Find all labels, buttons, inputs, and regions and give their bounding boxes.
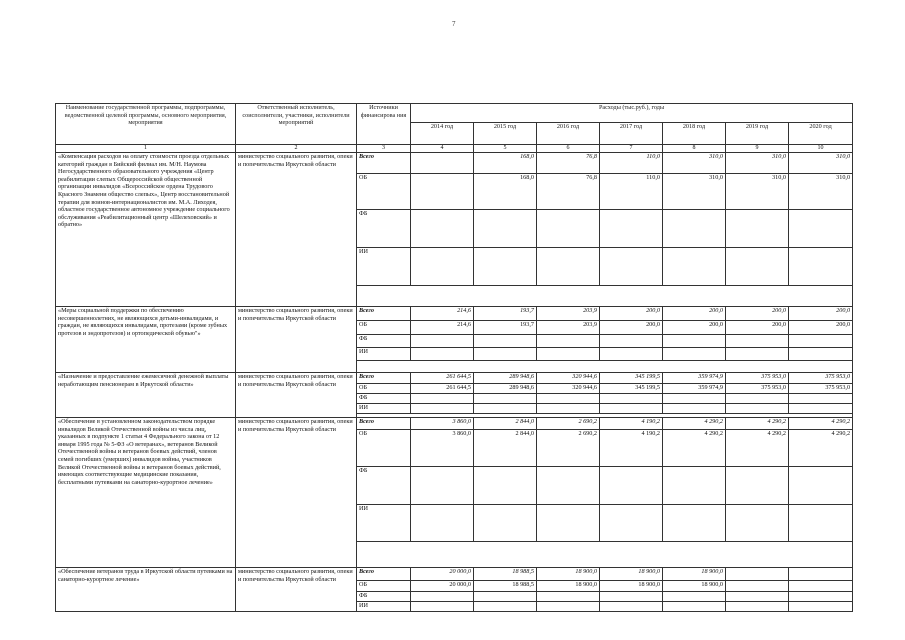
expense-cell: 200,0 [600,321,663,335]
expense-cell: 310,0 [726,153,789,174]
funding-source: Всего [357,568,411,581]
expense-cell: 375 953,0 [789,384,853,394]
expense-cell: 4 290,2 [789,418,853,430]
expense-cell [789,581,853,592]
expense-cell: 214,6 [411,321,474,335]
expense-cell [789,210,853,248]
funding-source: ИИ [357,404,411,414]
funding-source: ОБ [357,430,411,467]
header-year: 2016 год [537,123,600,145]
expense-cell [537,394,600,404]
column-number: 3 [357,145,411,153]
expense-cell: 3 860,0 [411,418,474,430]
expense-cell [726,394,789,404]
table-row [56,373,853,384]
expense-cell [474,248,537,286]
table-row [56,307,853,321]
expense-cell [600,210,663,248]
expense-cell: 203,9 [537,321,600,335]
spacer-cell [357,361,853,373]
funding-source: ОБ [357,321,411,335]
expense-cell: 18 900,0 [600,581,663,592]
expense-cell: 200,0 [726,321,789,335]
funding-source: Всего [357,153,411,174]
funding-source: ИИ [357,505,411,542]
expense-cell [600,592,663,602]
expense-cell: 310,0 [663,153,726,174]
expense-cell [411,505,474,542]
expense-cell [600,467,663,505]
expense-cell [663,505,726,542]
expense-cell: 375 953,0 [726,384,789,394]
header-year: 2020 год [789,123,853,145]
expense-cell [726,505,789,542]
expense-cell [411,592,474,602]
column-number: 8 [663,145,726,153]
funding-source: ОБ [357,384,411,394]
expense-cell [474,335,537,348]
table-row [56,568,853,581]
expense-cell [726,467,789,505]
expense-cell [474,404,537,414]
expense-cell [663,602,726,612]
expense-cell [537,467,600,505]
expense-cell [726,568,789,581]
funding-source: ФБ [357,210,411,248]
expense-cell [789,568,853,581]
expense-cell [726,602,789,612]
expense-cell [411,335,474,348]
expense-cell: 200,0 [663,307,726,321]
expense-cell [663,467,726,505]
expense-cell: 18 988,5 [474,568,537,581]
expense-cell [663,394,726,404]
expense-cell: 200,0 [726,307,789,321]
expense-cell [411,153,474,174]
expense-cell: 4 290,2 [663,430,726,467]
program-activity-name: «Обеспечение ветеранов труда в Иркутской области путевками на санаторно-курортное лечение» [56,568,236,612]
expense-cell [411,602,474,612]
expense-cell [537,602,600,612]
header-year: 2015 год [474,123,537,145]
expense-cell [726,348,789,361]
expense-cell [411,210,474,248]
header-year: 2019 год [726,123,789,145]
program-activity-name: «Меры социальной поддержки по обеспечению несовершеннолетних, не являющихся детьми-инвалидами, и граждан, не являющихся инвалидами, протезами (кроме зубных протезов и эндопротезов) и ортопедической обувью"» [56,307,236,373]
header-program-name: Наименование государственной программы, подпрограммы, ведомственной целевой программы, основного мероприятия, мероприятия [56,104,236,145]
expense-cell [663,210,726,248]
expense-cell [411,348,474,361]
table-row [56,153,853,174]
expense-cell: 310,0 [726,174,789,210]
header-expenditures: Расходы (тыс.руб.), годы [411,104,853,123]
expense-cell: 18 900,0 [537,581,600,592]
expense-cell: 310,0 [789,153,853,174]
expense-cell: 20 000,0 [411,568,474,581]
expense-cell [600,404,663,414]
expense-cell [789,248,853,286]
spacer-cell [357,286,853,307]
funding-source: ОБ [357,581,411,592]
expense-cell: 200,0 [663,321,726,335]
expense-cell: 4 290,2 [726,418,789,430]
expense-cell [537,404,600,414]
column-number: 2 [236,145,357,153]
expense-cell: 310,0 [663,174,726,210]
expense-cell: 261 644,5 [411,373,474,384]
expense-cell: 18 900,0 [663,581,726,592]
expense-cell: 289 948,6 [474,384,537,394]
funding-source: ИИ [357,348,411,361]
expense-cell [600,394,663,404]
executor: министерство социального развития, опеки и попечительства Иркутской области [236,307,357,373]
funding-source: ФБ [357,467,411,505]
column-number: 9 [726,145,789,153]
expense-cell [663,335,726,348]
funding-source: Всего [357,418,411,430]
expense-cell [537,348,600,361]
expense-cell: 18 900,0 [663,568,726,581]
expense-cell: 2 690,2 [537,430,600,467]
expense-cell: 200,0 [789,321,853,335]
expense-cell: 110,0 [600,153,663,174]
column-number: 10 [789,145,853,153]
column-number: 1 [56,145,236,153]
expense-cell: 4 190,2 [600,418,663,430]
expense-cell: 168,0 [474,174,537,210]
column-number: 4 [411,145,474,153]
expense-cell [474,210,537,248]
expense-cell: 320 944,6 [537,373,600,384]
table-row [56,418,853,430]
expense-cell: 18 988,5 [474,581,537,592]
expense-cell [474,592,537,602]
expense-cell: 168,0 [474,153,537,174]
expense-cell: 214,6 [411,307,474,321]
expense-cell [600,602,663,612]
expense-cell [411,174,474,210]
expense-cell: 2 844,0 [474,430,537,467]
expense-cell [474,467,537,505]
expense-cell [537,505,600,542]
funding-source: Всего [357,307,411,321]
executor: министерство социального развития, опеки и попечительства Иркутской области [236,153,357,307]
expense-cell: 375 953,0 [726,373,789,384]
expense-cell: 110,0 [600,174,663,210]
expense-cell [600,348,663,361]
expense-cell [600,335,663,348]
expense-cell: 200,0 [600,307,663,321]
expense-cell [411,248,474,286]
expense-cell [789,404,853,414]
header-year: 2014 год [411,123,474,145]
expense-cell [663,248,726,286]
expense-cell [537,248,600,286]
funding-source: ИИ [357,248,411,286]
expense-cell: 18 900,0 [600,568,663,581]
expense-cell: 193,7 [474,321,537,335]
expenditure-table [55,103,853,612]
expense-cell [600,248,663,286]
funding-source: ФБ [357,335,411,348]
funding-source: ФБ [357,592,411,602]
expense-cell: 345 199,5 [600,373,663,384]
expense-cell [726,210,789,248]
expense-cell: 200,0 [789,307,853,321]
expense-cell: 2 844,0 [474,418,537,430]
program-activity-name: «Назначение и предоставление ежемесячной денежной выплаты неработающим пенсионерам в Иркутской области» [56,373,236,418]
expense-cell: 76,8 [537,174,600,210]
header-year: 2017 год [600,123,663,145]
expense-cell: 4 290,2 [789,430,853,467]
expense-cell [726,404,789,414]
expense-cell: 261 644,5 [411,384,474,394]
funding-source: ИИ [357,602,411,612]
expense-cell: 345 199,5 [600,384,663,394]
expense-cell [600,505,663,542]
expense-cell [726,248,789,286]
expense-cell: 18 900,0 [537,568,600,581]
expense-cell [474,505,537,542]
expense-cell: 4 190,2 [600,430,663,467]
expense-cell: 4 290,2 [663,418,726,430]
executor: министерство социального развития, опеки и попечительства Иркутской области [236,418,357,568]
program-activity-name: «Обеспечение в установленном законодательством порядке инвалидов Великой Отечественной войны из числа лиц, указанных в подпункте 1 статьи 4 Федерального закона от 12 января 1995 года № 5-ФЗ «О ветеранах», ветеранов Великой Отечественной войны и ветеранов боевых действий, членов семей погибших (умерших) инвалидов войны, участников Великой Отечественной войны и ветеранов боевых действий, имеющих соответствующие медицинские показания, бесплатными путевками на санаторно-курортное лечение» [56,418,236,568]
expense-cell: 20 000,0 [411,581,474,592]
program-activity-name: «Компенсация расходов на оплату стоимости проезда отдельных категорий граждан в Бийский филиал им. М/Н. Наумова Негосударственного образовательного учреждения «Центр реабилитации слепых Общероссийской общественной организации инвалидов «Всероссийское ордена Трудового Красного Знамени общество слепых», Центр восстановительной терапии для воинов-интернационалистов им. М.А. Лиходея, областное государственное автономное учреждение социального обслуживания «Реабилитационный центр «Шелеховский» и обратно» [56,153,236,307]
spacer-cell [357,542,853,568]
header-funding-source: Источники финансирова ния [357,104,411,145]
expense-cell [789,505,853,542]
funding-source: ФБ [357,394,411,404]
expense-cell: 310,0 [789,174,853,210]
expense-cell: 193,7 [474,307,537,321]
executor: министерство социального развития, опеки и попечительства Иркутской области [236,568,357,612]
expense-cell [411,394,474,404]
header-year: 2018 год [663,123,726,145]
executor: министерство социального развития, опеки и попечительства Иркутской области [236,373,357,418]
expense-cell [474,348,537,361]
expense-cell [663,348,726,361]
expense-cell [663,404,726,414]
header-executor: Ответственный исполнитель, соисполнители, участники, исполнители мероприятий [236,104,357,145]
expense-cell: 359 974,9 [663,373,726,384]
expense-cell [537,592,600,602]
expense-cell [789,335,853,348]
expense-cell: 359 974,9 [663,384,726,394]
funding-source: ОБ [357,174,411,210]
expense-cell: 3 860,0 [411,430,474,467]
expense-cell: 289 948,6 [474,373,537,384]
page-number: 7 [452,20,456,28]
expense-cell [789,602,853,612]
expense-cell [726,592,789,602]
expense-cell [537,335,600,348]
expense-cell [789,394,853,404]
expense-cell [474,602,537,612]
expense-cell [537,210,600,248]
expense-cell [726,581,789,592]
expense-cell: 76,8 [537,153,600,174]
expense-cell: 375 953,0 [789,373,853,384]
expense-cell: 2 690,2 [537,418,600,430]
expense-cell [726,335,789,348]
expense-cell [411,404,474,414]
column-number: 6 [537,145,600,153]
expense-cell [789,467,853,505]
expense-cell [789,348,853,361]
column-number: 7 [600,145,663,153]
expense-cell: 320 944,6 [537,384,600,394]
expense-cell [663,592,726,602]
expense-cell: 203,9 [537,307,600,321]
expense-cell [789,592,853,602]
expense-cell: 4 290,2 [726,430,789,467]
expense-cell [411,467,474,505]
column-number: 5 [474,145,537,153]
funding-source: Всего [357,373,411,384]
expense-cell [474,394,537,404]
